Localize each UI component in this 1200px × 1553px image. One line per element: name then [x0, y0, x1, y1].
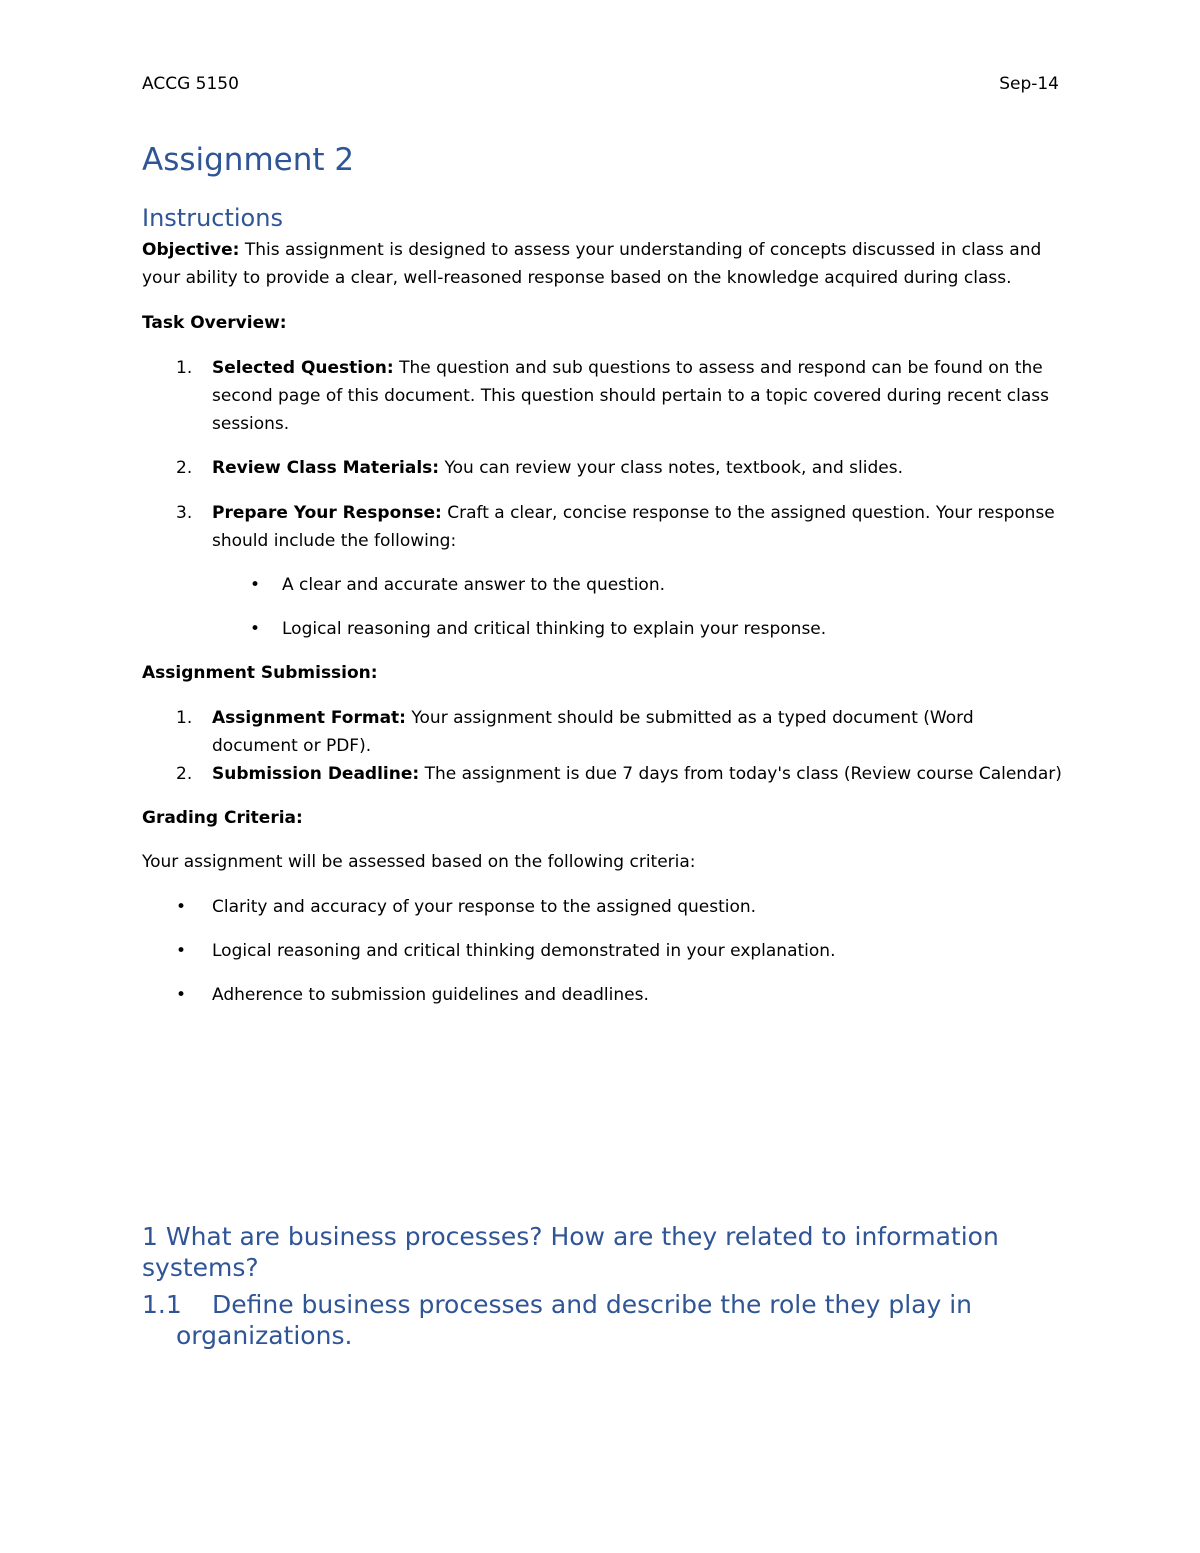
submission-item-1-label: Assignment Format:	[212, 708, 406, 728]
submission-item-1-number: 1.	[176, 708, 193, 728]
task-item-1-label: Selected Question:	[212, 358, 394, 378]
submission-heading-text: Assignment Submission:	[142, 663, 378, 683]
task-item-3	[212, 499, 1062, 555]
task-item-3-number: 3.	[176, 503, 193, 523]
submission-item-2-number: 2.	[176, 764, 193, 784]
bullet-icon: •	[250, 619, 261, 639]
grading-bullet-3: Adherence to submission guidelines and deadlines.	[212, 985, 649, 1005]
task-item-2	[212, 454, 1062, 482]
grading-heading-text: Grading Criteria:	[142, 808, 303, 828]
task-item-1-text: The question and sub questions to assess and respond can be found on the second page of this document. This question should pertain to a topic covered during recent class sessions.	[212, 358, 1049, 434]
bullet-icon: •	[176, 985, 187, 1005]
instructions-heading: Instructions	[142, 204, 283, 232]
objective-paragraph	[142, 236, 1067, 292]
submission-heading	[142, 659, 1062, 687]
question-sub-number: 1.1	[142, 1290, 182, 1319]
grading-intro: Your assignment will be assessed based on the following criteria:	[142, 852, 696, 872]
submission-item-2	[212, 760, 1172, 788]
sub-bullet-2: Logical reasoning and critical thinking to explain your response.	[282, 619, 827, 639]
grading-bullet-2: Logical reasoning and critical thinking demonstrated in your explanation.	[212, 941, 836, 961]
submission-item-1	[212, 704, 1002, 760]
task-item-1	[212, 354, 1062, 438]
task-overview-heading	[142, 309, 1062, 337]
task-item-1-number: 1.	[176, 358, 193, 378]
header-course: ACCG 5150	[142, 74, 239, 94]
objective-text: This assignment is designed to assess your understanding of concepts discussed in class and your ability to provide a clear, well-reasoned response based on the knowledge acquired during class.	[142, 240, 1042, 288]
sub-bullet-1: A clear and accurate answer to the question.	[282, 575, 666, 595]
task-item-2-text: You can review your class notes, textbook, and slides.	[439, 458, 903, 478]
task-item-3-text: Craft a clear, concise response to the assigned question. Your response should include the following:	[212, 503, 1055, 551]
submission-item-1-text: Your assignment should be submitted as a typed document (Word document or PDF).	[212, 708, 974, 756]
bullet-icon: •	[250, 575, 261, 595]
submission-item-2-text: The assignment is due 7 days from today's class (Review course Calendar)	[419, 764, 1062, 784]
task-item-3-label: Prepare Your Response:	[212, 503, 442, 523]
question-heading: 1 What are business processes? How are they related to information systems?	[142, 1222, 999, 1282]
bullet-icon: •	[176, 941, 187, 961]
question-sub-heading: Define business processes and describe the role they play in organizations.	[176, 1290, 973, 1350]
bullet-icon: •	[176, 897, 187, 917]
header-date: Sep-14	[999, 74, 1059, 94]
grading-bullet-1: Clarity and accuracy of your response to the assigned question.	[212, 897, 757, 917]
objective-label: Objective:	[142, 240, 240, 260]
grading-heading	[142, 804, 1062, 832]
submission-item-2-label: Submission Deadline:	[212, 764, 420, 784]
task-overview-heading-text: Task Overview:	[142, 313, 287, 333]
document-title: Assignment 2	[142, 142, 355, 178]
task-item-2-number: 2.	[176, 458, 193, 478]
task-item-2-label: Review Class Materials:	[212, 458, 440, 478]
